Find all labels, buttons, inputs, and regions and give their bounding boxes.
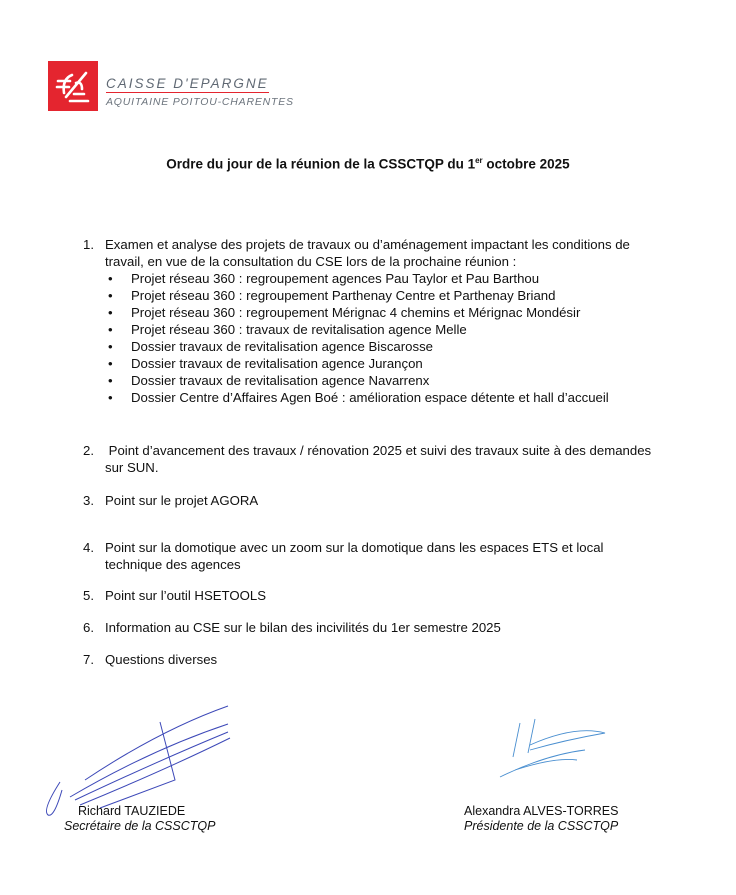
squirrel-logo-icon (48, 61, 98, 111)
item-text: Information au CSE sur le bilan des incivilités du 1er semestre 2025 (105, 620, 501, 635)
item-text: Point d’avancement des travaux / rénovation 2025 et suivi des travaux suite à des demandes (105, 443, 652, 458)
caisse-epargne-logo (48, 61, 294, 111)
sub-list (105, 270, 630, 406)
list-item-text: Dossier travaux de revitalisation agence Navarrenx (131, 373, 430, 388)
signatory-name-left: Richard TAUZIEDE (78, 804, 186, 818)
list-item (105, 270, 630, 287)
list-item (105, 389, 630, 406)
signatory-role-right: Présidente de la CSSCTQP (464, 819, 619, 833)
agenda-item-6 (83, 619, 683, 636)
title-suffix: octobre 2025 (482, 156, 570, 172)
agenda-item-2 (83, 442, 683, 476)
list-item-text: Projet réseau 360 : regroupement agences Pau Taylor et Pau Barthou (131, 271, 540, 286)
bullet-icon: • (108, 305, 113, 320)
item-text: Questions diverses (105, 652, 218, 667)
bullet-icon: • (108, 373, 113, 388)
list-item (105, 338, 630, 355)
item-text: Examen et analyse des projets de travaux ou d’aménagement impactant les conditions de (105, 237, 630, 252)
bullet-icon: • (108, 390, 113, 405)
bullet-icon: • (108, 356, 113, 371)
document-title (0, 156, 736, 172)
item-number: 7. (83, 652, 94, 667)
agenda-item-5 (83, 587, 683, 604)
list-item-text: Dossier Centre d’Affaires Agen Boé : amélioration espace détente et hall d’accueil (131, 390, 609, 405)
item-number: 6. (83, 620, 94, 635)
logo-region: AQUITAINE POITOU-CHARENTES (106, 96, 294, 108)
list-item (105, 304, 630, 321)
signatory-name-right: Alexandra ALVES-TORRES (464, 804, 619, 818)
item-text: sur SUN. (105, 460, 159, 475)
signatory-role-left: Secrétaire de la CSSCTQP (64, 819, 216, 833)
agenda-item-4 (83, 539, 683, 573)
item-text: Point sur l’outil HSETOOLS (105, 588, 266, 603)
list-item (105, 372, 630, 389)
item-number: 3. (83, 493, 94, 508)
bullet-icon: • (108, 271, 113, 286)
agenda-item-3 (83, 492, 683, 509)
item-number: 2. (83, 443, 94, 458)
item-text: technique des agences (105, 557, 241, 572)
bullet-icon: • (108, 288, 113, 303)
agenda-item-1 (83, 236, 683, 406)
logo-name: CAISSE D'EPARGNE (106, 76, 269, 91)
list-item (105, 287, 630, 304)
title-prefix: Ordre du jour de la réunion de la CSSCTQP du 1 (166, 156, 476, 172)
agenda-list (83, 236, 683, 668)
title-superscript: er (475, 156, 483, 165)
signature-right-icon (495, 715, 615, 790)
list-item-text: Dossier travaux de revitalisation agence Biscarosse (131, 339, 433, 354)
list-item-text: Dossier travaux de revitalisation agence Jurançon (131, 356, 423, 371)
list-item (105, 355, 630, 372)
item-number: 5. (83, 588, 94, 603)
item-text: Point sur le projet AGORA (105, 493, 259, 508)
item-number: 4. (83, 540, 94, 555)
bullet-icon: • (108, 322, 113, 337)
list-item-text: Projet réseau 360 : regroupement Mérignac 4 chemins et Mérignac Mondésir (131, 305, 581, 320)
item-text: Point sur la domotique avec un zoom sur la domotique dans les espaces ETS et local (105, 540, 604, 555)
item-number: 1. (83, 237, 94, 252)
agenda-item-7 (83, 651, 683, 668)
list-item (105, 321, 630, 338)
list-item-text: Projet réseau 360 : regroupement Parthenay Centre et Parthenay Briand (131, 288, 556, 303)
bullet-icon: • (108, 339, 113, 354)
item-text: travail, en vue de la consultation du CSE lors de la prochaine réunion : (105, 254, 517, 269)
list-item-text: Projet réseau 360 : travaux de revitalisation agence Melle (131, 322, 467, 337)
